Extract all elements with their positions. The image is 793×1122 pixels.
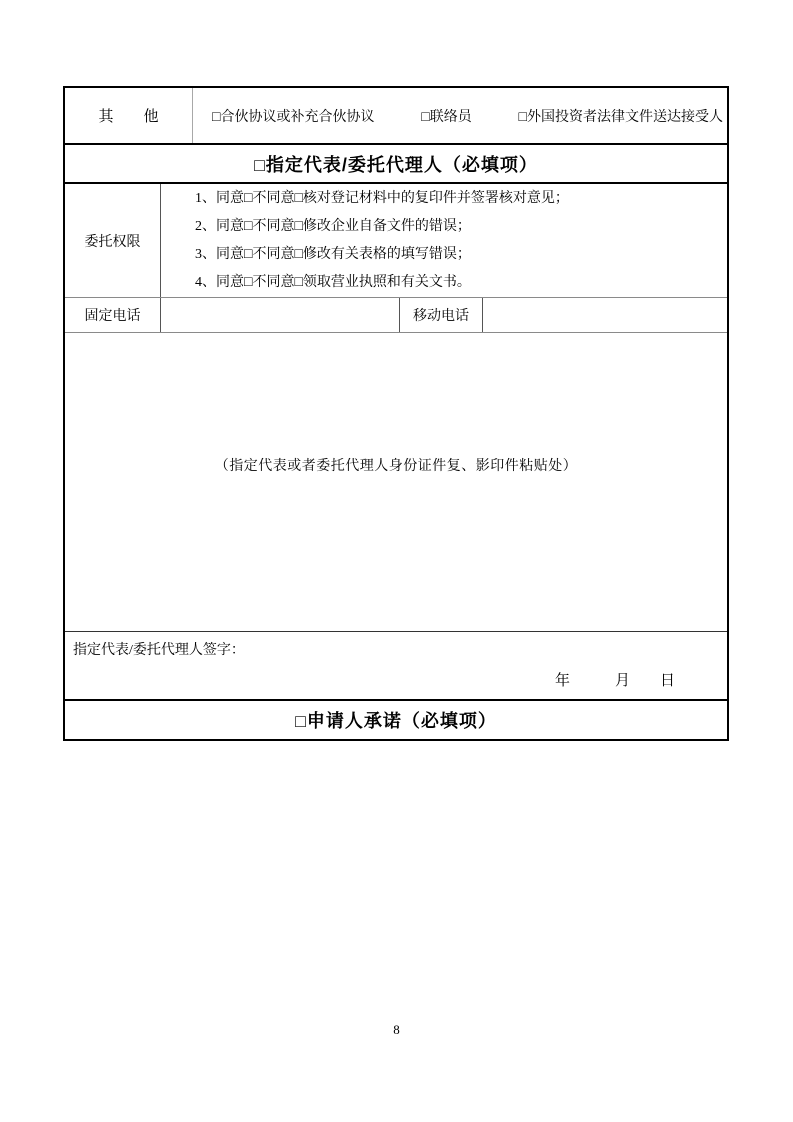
registration-form-table xyxy=(63,86,729,741)
fixed-phone-field xyxy=(161,298,400,332)
other-row xyxy=(65,88,727,145)
checkbox-option-partnership-agreement: □合伙协议或补充合伙协议 xyxy=(212,109,375,125)
checkbox-option-liaison-officer: □联络员 xyxy=(421,109,472,125)
other-row-label: 其 他 xyxy=(65,88,193,143)
page-number: 8 xyxy=(393,1022,400,1037)
signature-area xyxy=(65,632,727,701)
mobile-phone-label: 移动电话 xyxy=(400,298,483,332)
authority-item-3: 3、同意□不同意□修改有关表格的填写错误； xyxy=(195,246,471,262)
signature-date-line: 年 月 日 xyxy=(554,673,675,689)
checkbox-option-foreign-investor-legal-doc-recipient: □外国投资者法律文件送达接受人 xyxy=(518,109,723,125)
phone-row xyxy=(65,298,727,333)
authority-items xyxy=(161,184,727,297)
authority-label: 委托权限 xyxy=(65,184,161,297)
promise-section-title-text: □申请人承诺（必填项） xyxy=(295,711,497,731)
promise-section-title xyxy=(65,701,727,739)
id-paste-area xyxy=(65,333,727,632)
agent-section-title-text: □指定代表/委托代理人（必填项） xyxy=(254,154,538,175)
other-row-options xyxy=(193,88,727,143)
agent-section-title xyxy=(65,145,727,184)
mobile-phone-field xyxy=(483,298,727,332)
authority-row xyxy=(65,184,727,298)
authority-item-4: 4、同意□不同意□领取营业执照和有关文书。 xyxy=(195,274,471,290)
id-paste-note: （指定代表或者委托代理人身份证件复、影印件粘贴处） xyxy=(214,459,578,474)
authority-item-2: 2、同意□不同意□修改企业自备文件的错误； xyxy=(195,218,471,234)
fixed-phone-label: 固定电话 xyxy=(65,298,161,332)
authority-item-1: 1、同意□不同意□核对登记材料中的复印件并签署核对意见； xyxy=(195,190,569,206)
signature-label: 指定代表/委托代理人签字： xyxy=(73,643,245,658)
